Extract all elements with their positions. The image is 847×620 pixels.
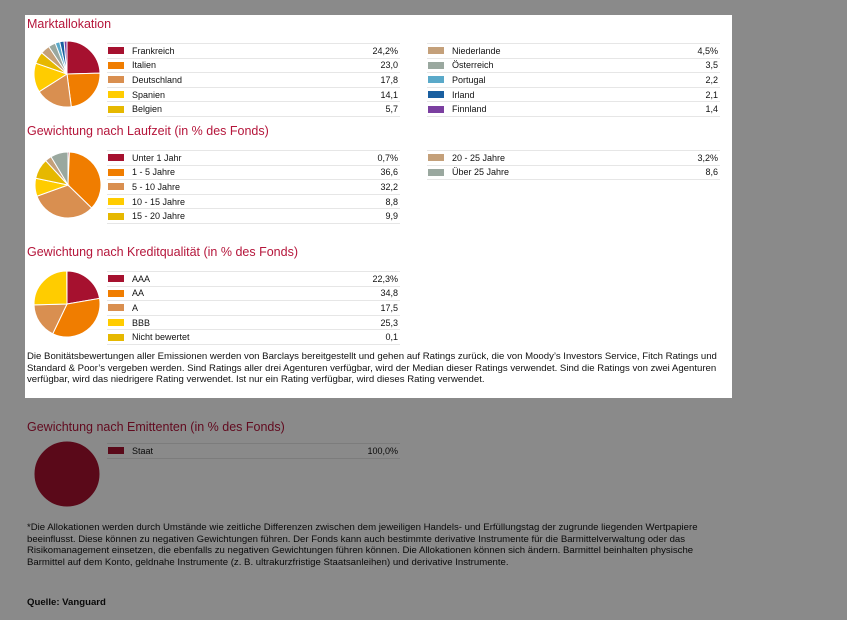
legend-swatch: [108, 154, 124, 161]
legend-label: Spanien: [132, 89, 166, 100]
legend-value: 2,2: [705, 74, 718, 85]
legend-label: AAA: [132, 273, 151, 284]
legend-row: [107, 88, 400, 103]
legend-swatch: [108, 198, 124, 205]
legend-value: 23,0: [380, 60, 398, 71]
legend-row: [107, 73, 400, 88]
legend-label: AA: [132, 288, 145, 299]
title-marktallokation: Marktallokation: [27, 17, 112, 31]
legend-row: [107, 301, 400, 316]
legend-label: Portugal: [452, 74, 486, 85]
legend-row: [427, 150, 720, 166]
legend-value: 34,8: [380, 288, 398, 299]
legend-swatch: [428, 91, 444, 98]
legend-row: [107, 287, 400, 302]
legend-label: Italien: [132, 60, 157, 71]
legend-row: [427, 43, 720, 59]
pie-chart-marktallokation: [33, 40, 101, 108]
legend-label: Belgien: [132, 104, 163, 115]
legend-value: 8,6: [705, 167, 718, 178]
legend-table-right-1: [427, 150, 720, 180]
pie-chart-laufzeit: [34, 151, 102, 219]
legend-swatch: [108, 76, 124, 83]
legend-value: 17,8: [380, 74, 398, 85]
legend-value: 36,6: [380, 167, 398, 178]
pie-slice-bbb: [34, 271, 67, 305]
legend-row: [107, 330, 400, 345]
legend-table-right-0: [427, 43, 720, 117]
legend-value: 4,5%: [697, 45, 718, 56]
legend-row: [107, 316, 400, 331]
legend-value: 22,3%: [372, 273, 398, 284]
legend-swatch: [108, 183, 124, 190]
legend-label: 5 - 10 Jahre: [132, 181, 181, 192]
legend-row: [427, 102, 720, 117]
legend-value: 24,2%: [372, 45, 398, 56]
legend-swatch: [108, 290, 124, 297]
legend-label: BBB: [132, 317, 151, 328]
title-emittenten: Gewichtung nach Emittenten (in % des Fonds): [27, 420, 285, 434]
legend-value: 3,5: [705, 60, 718, 71]
legend-swatch: [108, 169, 124, 176]
legend-label: Frankreich: [132, 45, 175, 56]
legend-swatch: [108, 319, 124, 326]
legend-label: A: [132, 302, 139, 313]
legend-swatch: [428, 154, 444, 161]
legend-value: 1,4: [705, 104, 718, 115]
legend-swatch: [428, 47, 444, 54]
legend-label: Deutschland: [132, 74, 183, 85]
legend-row: [107, 59, 400, 74]
dim-overlay-top: [0, 0, 847, 15]
pie-slice-italien: [67, 73, 100, 107]
legend-row: [107, 166, 400, 181]
legend-value: 25,3: [380, 317, 398, 328]
legend-value: 9,9: [385, 211, 398, 222]
title-kreditqualitaet: Gewichtung nach Kreditqualität (in % des Fonds): [27, 245, 298, 259]
legend-swatch: [428, 76, 444, 83]
legend-value: 17,5: [380, 302, 398, 313]
legend-table-left-0: [107, 43, 400, 117]
legend-swatch: [108, 106, 124, 113]
legend-table-left-2: [107, 271, 400, 345]
legend-label: Niederlande: [452, 45, 501, 56]
legend-swatch: [428, 169, 444, 176]
legend-swatch: [108, 47, 124, 54]
legend-value: 32,2: [380, 181, 398, 192]
legend-row: [107, 271, 400, 287]
legend-label: 10 - 15 Jahre: [132, 196, 186, 207]
legend-row: [107, 195, 400, 210]
legend-label: Staat: [132, 445, 154, 456]
legend-row: [427, 166, 720, 181]
legend-value: 0,7%: [377, 152, 398, 163]
legend-row: [107, 102, 400, 117]
source: Quelle: Vanguard: [27, 597, 106, 608]
legend-label: 20 - 25 Jahre: [452, 152, 506, 163]
legend-row: [427, 73, 720, 88]
title-laufzeit: Gewichtung nach Laufzeit (in % des Fonds): [27, 124, 269, 138]
legend-label: Irland: [452, 89, 475, 100]
legend-value: 2,1: [705, 89, 718, 100]
pie-slice-frankreich: [67, 41, 100, 74]
legend-swatch: [428, 62, 444, 69]
footnote: *Die Allokationen werden durch Umstände wie zeitliche Differenzen zwischen dem jeweiligen Handels- und Erfüllungstag der zugrunde liegenden Wertpapiere beeinflusst. Diese können zu negativen Gewichtungen führen. Der Fonds kann auch bestimmte derivative Instrumente für die Barmittelverwaltung oder das Risikomanagement einsetzen, die ebenfalls zu negativen Gewichtungen führen können. Die Allokationen können sich ändern. Barmittel beinhalten physische Barmittel auf dem Konto, geldnahe Instrumente (z. B. ultrakurzfristige Staatsanleihen) und derivative Instrumente.: [27, 522, 698, 568]
legend-table-left-1: [107, 150, 400, 224]
legend-swatch: [108, 304, 124, 311]
legend-label: 1 - 5 Jahre: [132, 167, 176, 178]
legend-label: Nicht bewertet: [132, 332, 190, 343]
legend-row: [427, 59, 720, 74]
legend-value: 3,2%: [697, 152, 718, 163]
pie-chart-kreditqualitaet: [33, 270, 101, 338]
legend-swatch: [108, 213, 124, 220]
legend-row: [107, 180, 400, 195]
legend-swatch: [108, 62, 124, 69]
legend-value: 5,7: [385, 104, 398, 115]
rating-note: Die Bonitätsbewertungen aller Emissionen werden von Barclays bereitgestellt und gehen auf Ratings zurück, die von Moody’s Investors Service, Fitch Ratings und Standard & Poor’s vergeben werden. Sind Ratings aller drei Agenturen verfügbar, wird der Median dieser Ratings verwendet. Sind die Ratings von zwei Agenturen verfügbar, wird das niedrigere Rating verwendet. Ist nur ein Rating verfügbar, wird dieses Rating verwendet.: [27, 351, 717, 386]
legend-value: 14,1: [380, 89, 398, 100]
legend-label: 15 - 20 Jahre: [132, 211, 186, 222]
legend-label: Unter 1 Jahr: [132, 152, 182, 163]
legend-swatch: [108, 275, 124, 282]
legend-row: [107, 150, 400, 166]
legend-label: Über 25 Jahre: [452, 167, 510, 178]
legend-value: 8,8: [385, 196, 398, 207]
legend-row: [107, 43, 400, 59]
legend-row: [427, 88, 720, 103]
legend-swatch: [108, 334, 124, 341]
dim-overlay-right: [732, 15, 847, 398]
legend-swatch: [428, 106, 444, 113]
dim-overlay-left: [0, 15, 25, 398]
legend-value: 0,1: [385, 332, 398, 343]
legend-row: [107, 209, 400, 224]
dim-overlay-bottom: [0, 398, 847, 620]
legend-label: Österreich: [452, 60, 494, 71]
legend-swatch: [108, 91, 124, 98]
legend-label: Finnland: [452, 104, 487, 115]
legend-value: 100,0%: [367, 445, 398, 456]
